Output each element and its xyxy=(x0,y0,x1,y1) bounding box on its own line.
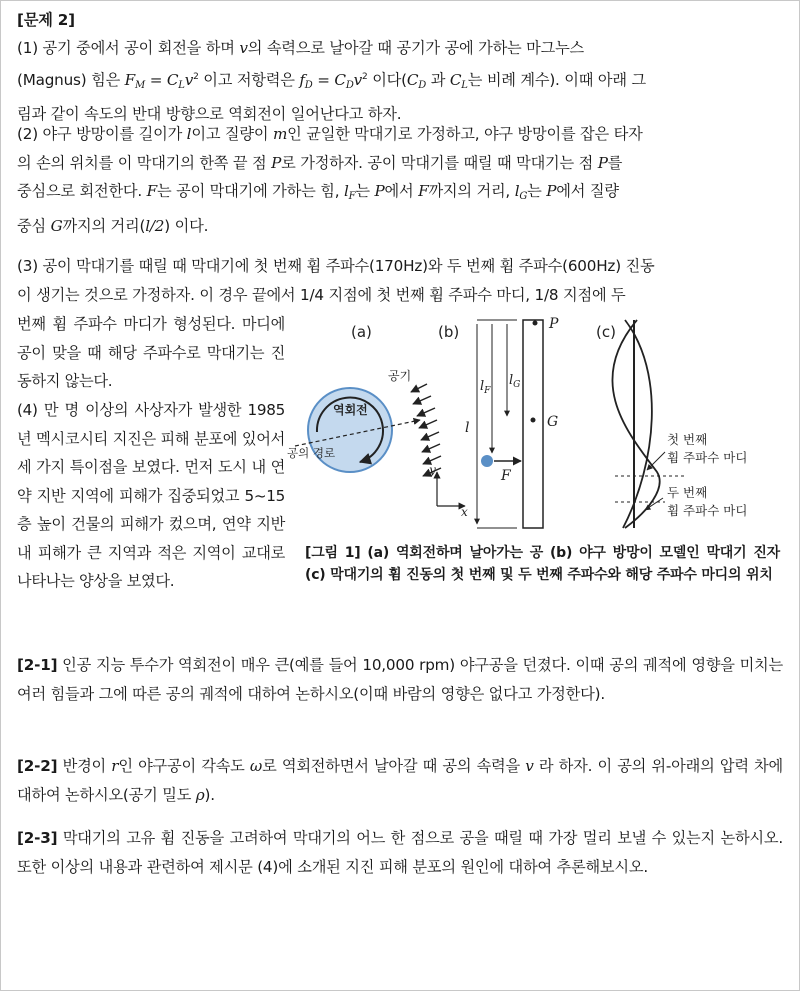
x-axis-label: x xyxy=(461,505,468,519)
air-label: 공기 xyxy=(388,369,412,383)
y-axis-label: y xyxy=(429,463,436,477)
paragraph-2: (2) 야구 방망이를 길이가 l이고 질량이 m인 균일한 막대기로 가정하고, 야구 방망이를 잡은 타자 의 손의 위치를 이 막대기의 한쪽 끝 점 P로 가정하자. 공이 막대기를 때릴 때 막대기는 점 P를 중심으로 회전한다. F는 공이 막대기에 가하는 힘, $l_F$는 P에서 F까지의 거리, $l_G$는 P에서 질량 중심 G까지의 거리(l/2) 이다. xyxy=(17,125,643,235)
length-l-label: l xyxy=(465,420,470,436)
pivot-label: P xyxy=(549,316,559,332)
ball-at-impact xyxy=(481,455,493,467)
second-node-label: 두 번째 xyxy=(667,485,708,500)
first-mode-shape xyxy=(623,320,652,528)
length-lF-label: $l_F$ xyxy=(480,379,491,396)
ball-path-label: 공의 경로 xyxy=(287,446,336,460)
figure-caption: [그림 1] (a) 역회전하며 날아가는 공 (b) 야구 방망이 모델인 막대기 진자 (c) 막대기의 휨 진동의 첫 번째 및 두 번째 주파수와 해당 주파수 마디의 위치 xyxy=(305,545,780,583)
force-label: F xyxy=(501,468,511,484)
bat-rod xyxy=(523,320,543,528)
paragraph-3-continued: 번째 휨 주파수 마디가 형성된다. 마디에 공이 맞을 때 해당 주파수로 막대기는 진동하지 않는다. xyxy=(17,315,285,390)
first-node-label: 첫 번째 xyxy=(667,432,708,447)
problem-header: [문제 2] xyxy=(17,11,75,29)
length-lG-label: $l_G$ xyxy=(509,373,521,390)
paragraph-4: (4) 만 명 이상의 사상자가 발생한 1985년 멕시코시티 지진은 피해 분포에 있어서 세 가지 특이점을 보였다. 먼저 도시 내 연약 지반 지역에 피해가 집중되었고 5~15층 높이 건물의 피해가 컸으며, 연약 지반 내 피해가 큰 지역과 적은 지역이 교대로 나타나는 양상을 보였다. xyxy=(17,401,285,590)
question-2-2: [2-2] 반경이 r인 야구공이 각속도 ω로 역회전하면서 날아갈 때 공의 속력을 v 라 하자. 이 공의 위-아래의 압력 차에 대하여 논하시오(공기 밀도 ρ). xyxy=(17,757,784,804)
figure-1 xyxy=(285,312,785,542)
center-of-mass-label: G xyxy=(547,414,559,430)
center-of-mass-point xyxy=(531,418,536,423)
backspin-label: 역회전 xyxy=(333,403,368,417)
figure-label-b: (b) xyxy=(438,323,460,341)
air-flow-arrows xyxy=(411,384,441,476)
second-node-label-2: 휨 주파수 마디 xyxy=(667,503,748,518)
question-2-3: [2-3] 막대기의 고유 휨 진동을 고려하여 막대기의 어느 한 점으로 공을 때릴 때 가장 멀리 보낼 수 있는지 논하시오. 또한 이상의 내용과 관련하여 제시문 (4)에 소개된 지진 피해 분포의 원인에 대하여 추론해보시오. xyxy=(17,829,783,876)
pivot-point xyxy=(533,321,538,326)
figure-label-a: (a) xyxy=(351,323,372,341)
question-2-1: [2-1] 인공 지능 투수가 역회전이 매우 큰(예를 들어 10,000 rpm) 야구공을 던졌다. 이때 공의 궤적에 영향을 미치는 여러 힘들과 그에 따른 공의 궤적에 대하여 논하시오(이때 바람의 영향은 없다고 가정한다). xyxy=(17,656,783,703)
figure-label-c: (c) xyxy=(596,323,616,341)
first-node-label-2: 휨 주파수 마디 xyxy=(667,450,748,465)
paragraph-3: (3) 공이 막대기를 때릴 때 막대기에 첫 번째 휨 주파수(170Hz)와 두 번째 휨 주파수(600Hz) 진동 이 생기는 것으로 가정하자. 이 경우 끝에서 1/4 지점에 첫 번째 휨 주파수 마디, 1/8 지점에 두 xyxy=(17,257,655,304)
paragraph-1: (1) 공기 중에서 공이 회전을 하며 v의 속력으로 날아갈 때 공기가 공에 가하는 마그누스 (Magnus) 힘은 $F_M = C_Lv^2$ 이고 저항력은 $f_D = C_Dv^2$ 이다($C_D$ 과 $C_L$는 비례 계수). 이때 아래 그 림과 같이 속도의 반대 방향으로 역회전이 일어난다고 하자. xyxy=(17,39,646,123)
